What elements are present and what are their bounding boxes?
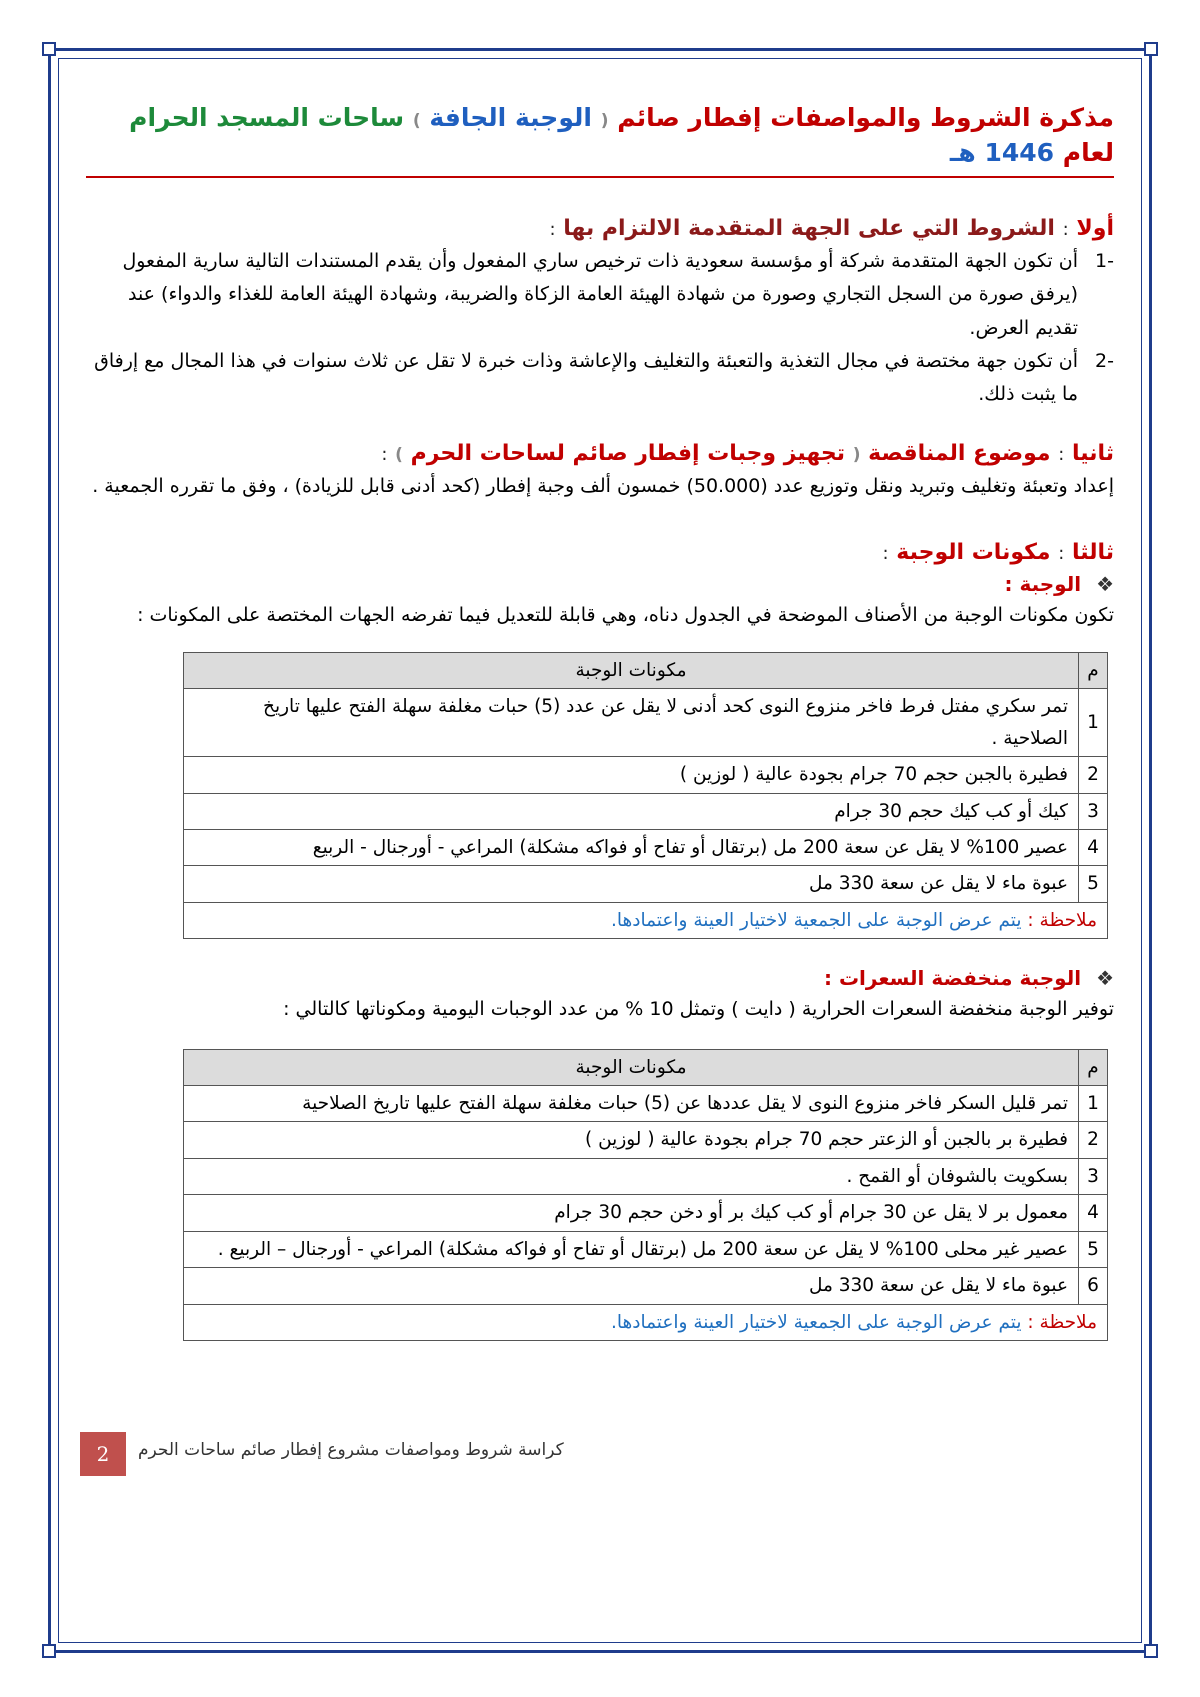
- list-item-text: أن تكون جهة مختصة في مجال التغذية والتعبئة والتغليف والإعاشة وذات خبرة لا تقل عن ثلاث سنوات في هذا المجال مع إرفاق ما يثبت ذلك.: [94, 349, 1078, 405]
- list-item: [86, 345, 1114, 412]
- note-label: ملاحظة :: [1027, 1311, 1097, 1333]
- corner-ornament-bottom-left: [42, 1644, 56, 1658]
- column-header-number: م: [1079, 652, 1108, 688]
- row-number: 2: [1079, 1122, 1108, 1158]
- section3-end-colon: :: [882, 542, 889, 564]
- list-item-text: أن تكون الجهة المتقدمة شركة أو مؤسسة سعودية ذات ترخيص ساري المفعول وأن يقدم المستندات التالية سارية المفعول (يرفق صورة من السجل التجاري وصورة من شهادة الهيئة العامة الزكاة والضريبة، وشهادة الهيئة العامة للغذاء والدواء) عند تقديم العرض.: [122, 250, 1078, 339]
- table-row: [184, 829, 1108, 865]
- table-row: [184, 757, 1108, 793]
- diamond-bullet-icon: ❖: [1096, 571, 1114, 596]
- note-label: ملاحظة :: [1027, 909, 1097, 931]
- page-content: [86, 86, 1114, 1586]
- row-item: عبوة ماء لا يقل عن سعة 330 مل: [184, 1268, 1079, 1304]
- row-item: بسكويت بالشوفان أو القمح .: [184, 1158, 1079, 1194]
- corner-ornament-top-right: [1144, 42, 1158, 56]
- row-number: 3: [1079, 1158, 1108, 1194]
- section2-end-colon: :: [381, 444, 388, 466]
- column-header-components: مكونات الوجبة: [184, 1049, 1079, 1085]
- low-cal-subheading: [86, 963, 1114, 993]
- row-item: كيك أو كب كيك حجم 30 جرام: [184, 793, 1079, 829]
- meal-intro-text: تكون مكونات الوجبة من الأصناف الموضحة في الجدول دناه، وهي قابلة للتعديل فيما تفرضه الجهات المختصة على المكونات :: [137, 603, 1114, 626]
- page-footer: [80, 1432, 580, 1476]
- note-text: يتم عرض الوجبة على الجمعية لاختيار العينة واعتمادها.: [610, 909, 1022, 931]
- section2-subject: تجهيز وجبات إفطار صائم لساحات الحرم: [410, 441, 846, 467]
- row-item: تمر قليل السكر فاخر منزوع النوى لا يقل عددها عن (5) حبات مغلفة سهلة الفتح عليها تاريخ الصلاحية: [184, 1085, 1079, 1121]
- section1-list: [86, 245, 1114, 411]
- diamond-bullet-icon: ❖: [1096, 966, 1114, 991]
- table-row: [184, 1122, 1108, 1158]
- section3-label: ثالثا: [1071, 539, 1114, 565]
- section2-title: موضوع المناقصة: [868, 441, 1051, 467]
- list-item: [86, 245, 1114, 345]
- row-number: 4: [1079, 1195, 1108, 1231]
- title-part-location: ساحات المسجد الحرام: [129, 103, 405, 132]
- table-row: [184, 793, 1108, 829]
- table-header-row: [184, 652, 1108, 688]
- title-part-year-label: لعام: [1062, 138, 1114, 167]
- column-header-components: مكونات الوجبة: [184, 652, 1079, 688]
- table-row: [184, 1085, 1108, 1121]
- table-row: [184, 1268, 1108, 1304]
- low-cal-components-table: [183, 1049, 1108, 1342]
- list-item-number: -2: [1095, 349, 1114, 372]
- row-number: 1: [1079, 1085, 1108, 1121]
- row-number: 5: [1079, 866, 1108, 902]
- meal-subheading: [86, 569, 1114, 599]
- row-number: 2: [1079, 757, 1108, 793]
- row-number: 5: [1079, 1231, 1108, 1267]
- section2-colon: :: [1058, 444, 1065, 466]
- row-item: عصير غير محلى 100% لا يقل عن سعة 200 مل (برتقال أو تفاح أو فواكه مشكلة) المراعي - أورجنال – الربيع .: [184, 1231, 1079, 1267]
- title-part-meal-type: الوجبة الجافة: [429, 103, 592, 132]
- column-header-number: م: [1079, 1049, 1108, 1085]
- row-item: عبوة ماء لا يقل عن سعة 330 مل: [184, 866, 1079, 902]
- row-number: 3: [1079, 793, 1108, 829]
- title-part-main: مذكرة الشروط والمواصفات إفطار صائم: [617, 103, 1114, 132]
- section2-close-paren: ): [395, 445, 403, 466]
- corner-ornament-bottom-right: [1144, 1644, 1158, 1658]
- table-note-row: [184, 902, 1108, 938]
- table-row: [184, 1231, 1108, 1267]
- row-item: عصير 100% لا يقل عن سعة 200 مل (برتقال أو تفاح أو فواكه مشكلة) المراعي - أورجنال - الربيع: [184, 829, 1079, 865]
- title-close-paren: ): [412, 111, 421, 131]
- section1-title: الشروط التي على الجهة المتقدمة الالتزام بها: [563, 216, 1055, 241]
- list-item-number: -1: [1095, 250, 1114, 272]
- row-item: فطيرة بر بالجبن أو الزعتر حجم 70 جرام بجودة عالية ( لوزين ): [184, 1122, 1079, 1158]
- low-cal-intro-text: توفير الوجبة منخفضة السعرات الحرارية ( دايت ) وتمثل 10 % من عدد الوجبات اليومية ومكوناتها كالتالي :: [283, 998, 1114, 1021]
- section1-end-colon: :: [549, 219, 556, 240]
- section2-text: إعداد وتعبئة وتغليف وتبريد ونقل وتوزيع عدد (50.000) خمسون ألف وجبة إفطار (كحد أدنى قابل للزيادة) ، وفق ما تقرره الجمعية .: [92, 475, 1114, 498]
- title-part-year: 1446 هـ: [949, 138, 1055, 167]
- table-row: [184, 866, 1108, 902]
- row-number: 1: [1079, 689, 1108, 757]
- row-item: معمول بر لا يقل عن 30 جرام أو كب كيك بر أو دخن حجم 30 جرام: [184, 1195, 1079, 1231]
- meal-subheading-text: الوجبة :: [1004, 571, 1082, 596]
- note-text: يتم عرض الوجبة على الجمعية لاختيار العينة واعتمادها.: [610, 1311, 1022, 1333]
- table-row: [184, 1195, 1108, 1231]
- section2-open-paren: (: [852, 445, 861, 466]
- row-number: 4: [1079, 829, 1108, 865]
- section3-title: مكونات الوجبة: [896, 539, 1051, 565]
- section3-colon: :: [1058, 542, 1065, 564]
- table-row: [184, 1158, 1108, 1194]
- corner-ornament-top-left: [42, 42, 56, 56]
- page-number: 2: [80, 1432, 126, 1476]
- footer-text: كراسة شروط ومواصفات مشروع إفطار صائم ساحات الحرم: [138, 1440, 564, 1460]
- table-note-row: [184, 1304, 1108, 1340]
- section1-label: أولا: [1076, 216, 1114, 241]
- section2-heading: [86, 437, 1114, 470]
- title-open-paren: (: [600, 111, 609, 131]
- row-item: فطيرة بالجبن حجم 70 جرام بجودة عالية ( لوزين ): [184, 757, 1079, 793]
- row-item: تمر سكري مفتل فرط فاخر منزوع النوى كحد أدنى لا يقل عن عدد (5) حبات مغلفة سهلة الفتح عليها تاريخ الصلاحية .: [184, 689, 1079, 757]
- low-cal-subheading-text: الوجبة منخفضة السعرات :: [824, 966, 1082, 991]
- section3-heading: [86, 536, 1114, 569]
- section1-colon: :: [1062, 219, 1069, 240]
- meal-components-table: [183, 652, 1108, 940]
- table-header-row: [184, 1049, 1108, 1085]
- section1-heading: [86, 212, 1114, 245]
- document-title: [86, 100, 1114, 178]
- section2-label: ثانيا: [1071, 441, 1114, 467]
- row-number: 6: [1079, 1268, 1108, 1304]
- table-row: [184, 689, 1108, 757]
